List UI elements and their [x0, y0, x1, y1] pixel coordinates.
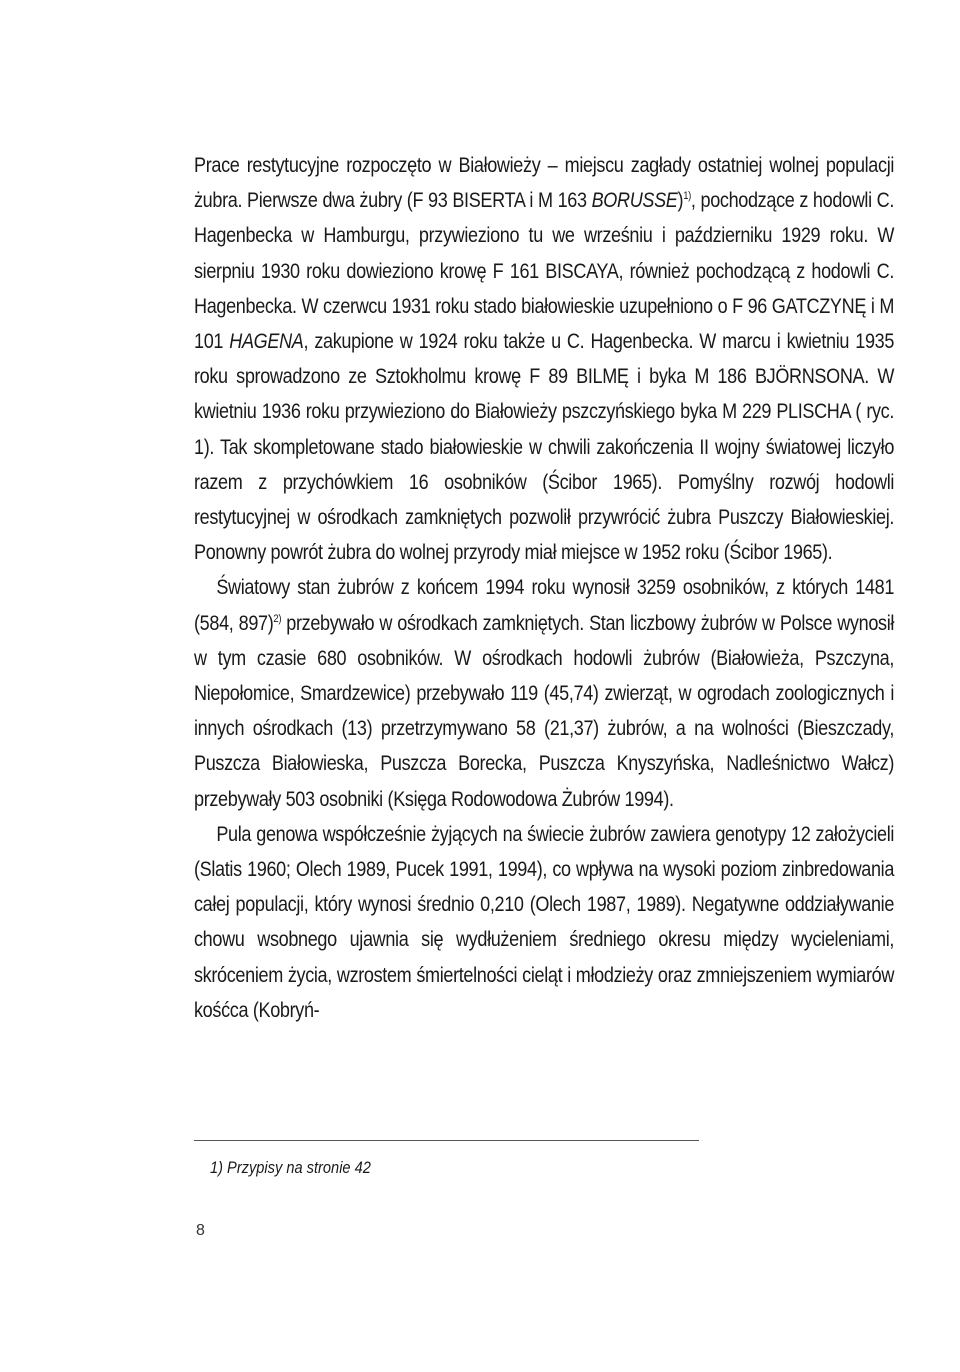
- paren-close: ): [677, 189, 684, 213]
- paragraph-1-text-b: , pochodzące z hodowli C. Hagenbecka w Hamburgu, przywieziono tu we wrześniu i październiku 1929 roku. W sierpniu 1930 roku dowieziono krowę F 161 BISCAYA, również pochodzącą z hodowli C. Hagenbecka. W czerwcu 1931 roku stado białowieskie uzupełniono o F 96 GATCZYNĘ i M 101: [194, 189, 895, 354]
- paragraph-3: [194, 817, 894, 1028]
- body-text: [194, 148, 894, 1028]
- footnote-ref-2: 2): [273, 612, 282, 625]
- footnote-ref-1: 1): [683, 190, 691, 203]
- paragraph-2-text-a: Światowy stan żubrów z końcem 1994 roku wynosił 3259 osobników, z których 1481 (584, 897): [194, 576, 895, 635]
- animal-name-borusse: BORUSSE: [591, 189, 678, 213]
- paragraph-1-text-c: , zakupione w 1924 roku także u C. Hagenbecka. W marcu i kwietniu 1935 roku sprowadzono ze Sztokholmu krowę F 89 BILMĘ i byka M 186 BJÖRNSONA. W kwietniu 1936 roku przywieziono do Białowieży pszczyńskiego byka M 229 PLISCHA ( ryc. 1). Tak skompletowane stado białowieskie w chwili zakończenia II wojny światowej liczyło razem z przychówkiem 16 osobników (Ścibor 1965). Pomyślny rozwój hodowli restytucyjnej w ośrodkach zamkniętych pozwolił przywrócić żubra Puszczy Białowieskiej. Ponowny powrót żubra do wolnej przyrody miał miejsce w 1952 roku (Ścibor 1965).: [194, 330, 895, 565]
- paragraph-3-text: Pula genowa współcześnie żyjących na świecie żubrów zawiera genotypy 12 założycieli (Slatis 1960; Olech 1989, Pucek 1991, 1994), co wpływa na wysoki poziom zinbredowania całej populacji, który wynosi średnio 0,210 (Olech 1987, 1989). Negatywne oddziaływanie chowu wsobnego ujawnia się wydłużeniem średniego okresu między wycieleniami, skróceniem życia, wzrostem śmiertelności cieląt i młodzieży oraz zmniejszeniem wymiarów kośćca (Kobryń-: [194, 822, 895, 1022]
- footnote: 1) Przypisy na stronie 42: [210, 1158, 371, 1177]
- animal-name-hagena: HAGENA: [229, 330, 304, 354]
- paragraph-2-text-b: przebywało w ośrodkach zamkniętych. Stan liczbowy żubrów w Polsce wynosił w tym czasie 680 osobników. W ośrodkach hodowli żubrów (Białowieża, Pszczyna, Niepołomice, Smardzewice) przebywało 119 (45,74) zwierząt, w ogrodach zoologicznych i innych ośrodkach (13) przetrzymywano 58 (21,37) żubrów, a na wolności (Bieszczady, Puszcza Białowieska, Puszcza Borecka, Puszcza Knyszyńska, Nadleśnictwo Wałcz) przebywały 503 osobniki (Księga Rodowodowa Żubrów 1994).: [194, 611, 895, 811]
- footnote-divider: [194, 1140, 699, 1141]
- paragraph-1: [194, 148, 894, 570]
- paragraph-1-text-a: Prace restytucyjne rozpoczęto w Białowieży – miejscu zagłady ostatniej wolnej populacji żubra. Pierwsze dwa żubry (F 93 BISERTA i M 163: [194, 154, 895, 213]
- page-number: 8: [196, 1222, 205, 1239]
- paragraph-2: [194, 570, 894, 816]
